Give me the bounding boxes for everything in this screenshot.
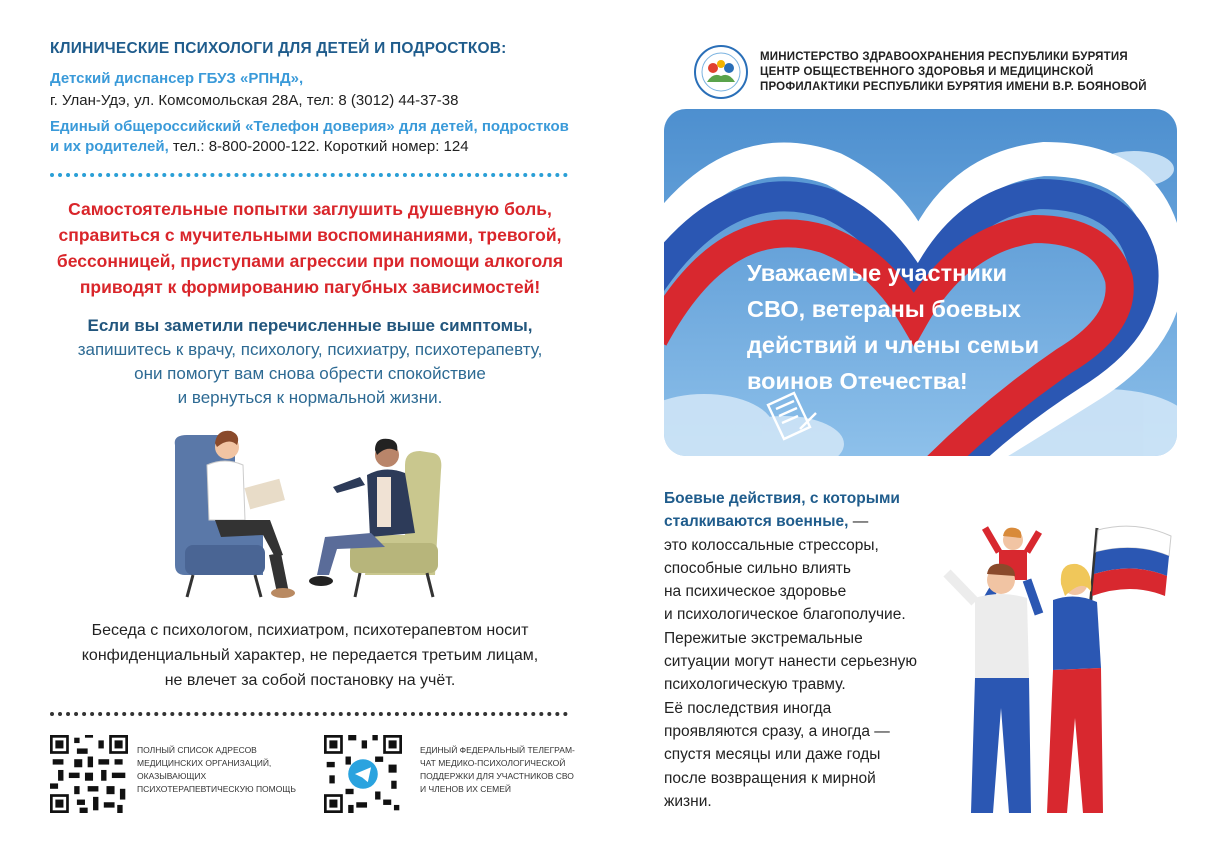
- organization-name: МИНИСТЕРСТВО ЗДРАВООХРАНЕНИЯ РЕСПУБЛИКИ БУРЯТИЯ ЦЕНТР ОБЩЕСТВЕННОГО ЗДОРОВЬЯ И МЕДИЦИНСКОЙ ПРОФИЛАКТИКИ РЕСПУБЛИКИ БУРЯТИЯ ИМЕНИ В.Р. БОЯНОВОЙ: [760, 51, 1147, 93]
- banner-title: Уважаемые участники СВО, ветераны боевых действий и члены семьи воинов Отечества!: [747, 260, 1040, 394]
- qr-code-telegram[interactable]: [324, 735, 402, 813]
- divider-top: [50, 173, 568, 177]
- section-heading: КЛИНИЧЕСКИЕ ПСИХОЛОГИ ДЛЯ ДЕТЕЙ И ПОДРОСТКОВ:: [50, 40, 507, 57]
- dispensary-address: г. Улан-Удэ, ул. Комсомольская 28А, тел: 8 (3012) 44-37-38: [50, 92, 459, 109]
- combat-stress-text: Боевые действия, с которыми сталкиваются военные, — это колоссальные стрессоры, способные сильно влиять на психическое здоровье и психологическое благополучие. Пережитые экстремальные ситуации могут нанести серьезную психологическую травму. Её последствия иногда проявляются сразу, а иногда — спустя месяцы или даже годы после возвращения к мирной жизни.: [664, 490, 918, 810]
- flag-family-illustration: [935, 518, 1175, 818]
- advice-text: Если вы заметили перечисленные выше симптомы, запишитесь к врачу, психологу, психиатру, психотерапевту, они помогут вам снова обрести спокойствие и вернуться к нормальной жизни.: [77, 316, 543, 407]
- hotline-name: Единый общероссийский «Телефон доверия» для детей, подростков: [50, 118, 569, 135]
- qr-code-addresses[interactable]: [50, 735, 128, 813]
- hotline-phone: и их родителей, тел.: 8-800-2000-122. Короткий номер: 124: [50, 138, 469, 155]
- qr-caption-telegram: ЕДИНЫЙ ФЕДЕРАЛЬНЫЙ ТЕЛЕГРАМ- ЧАТ МЕДИКО-ПСИХОЛОГИЧЕСКОЙ ПОДДЕРЖКИ ДЛЯ УЧАСТНИКОВ СВО И ЧЛЕНОВ ИХ СЕМЕЙ: [420, 745, 575, 794]
- people-illustration: [165, 425, 450, 600]
- dispensary-name: Детский диспансер ГБУЗ «РПНД»,: [50, 70, 304, 87]
- logo-icon: [693, 44, 749, 100]
- qr-caption-addresses: ПОЛНЫЙ СПИСОК АДРЕСОВ МЕДИЦИНСКИХ ОРГАНИЗАЦИЙ, ОКАЗЫВАЮЩИХ ПСИХОТЕРАПЕВТИЧЕСКУЮ ПОМОЩЬ: [137, 745, 296, 794]
- divider-bottom: [50, 712, 568, 716]
- warning-text: Самостоятельные попытки заглушить душевную боль, справиться с мучительными воспоминаниями, тревогой, бессонницей, приступами агрессии при помощи алкоголя приводят к формированию пагубных зависимостей!: [56, 199, 564, 297]
- confidentiality-text: Беседа с психологом, психиатром, психотерапевтом носит конфиденциальный характер, не передается третьим лицам, не влечет за собой постановку на учёт.: [81, 622, 539, 689]
